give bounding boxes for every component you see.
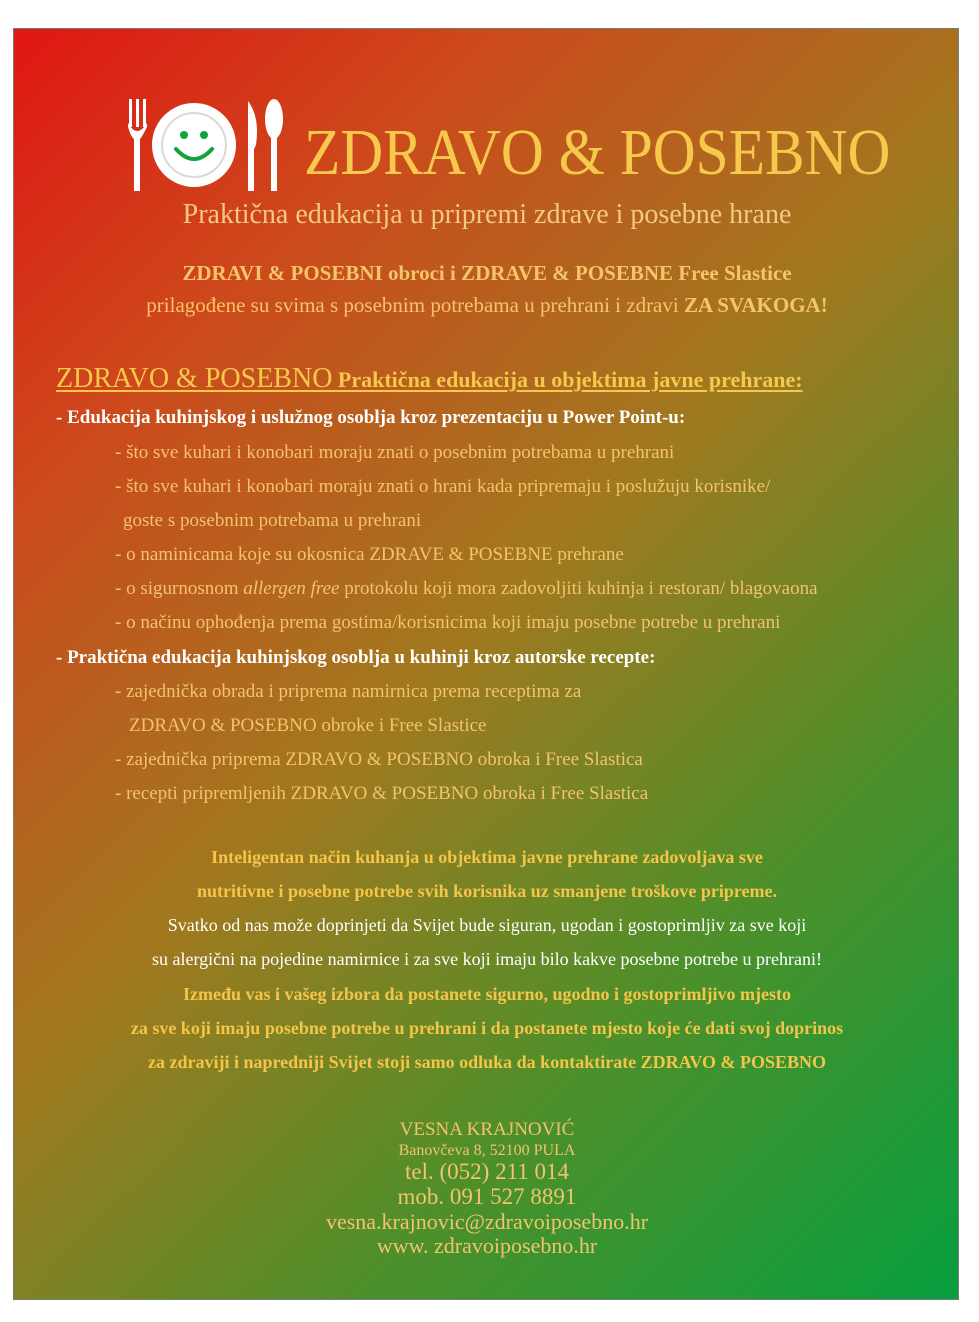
intro-line-1: ZDRAVI & POSEBNI obroci i ZDRAVE & POSEBNE Free Slastice: [182, 261, 792, 285]
list-item: - recepti pripremljenih ZDRAVO & POSEBNO obroka i Free Slastica: [115, 783, 649, 804]
list-item: - zajednička priprema ZDRAVO & POSEBNO obroka i Free Slastica: [115, 749, 643, 770]
knife-icon: [248, 101, 257, 191]
contact-mobile: mob. 091 527 8891: [397, 1184, 577, 1209]
fork-icon: [128, 99, 147, 191]
allergen-suffix: protokolu koji mora zadovoljiti kuhinja i restoran/ blagovaona: [339, 578, 818, 599]
section-heading: [56, 363, 803, 395]
contact-phone: tel. (052) 211 014: [405, 1159, 569, 1184]
poster: [13, 28, 959, 1300]
allergen-italic: allergen free: [243, 578, 340, 599]
smiley-plate-icon: [152, 103, 236, 187]
spoon-icon: [265, 99, 283, 191]
intro-line-2-emphasis: ZA SVAKOGA!: [683, 293, 828, 317]
list-item: ZDRAVO & POSEBNO obroke i Free Slastice: [129, 715, 487, 736]
closing-p3-line3: za zdraviji i napredniji Svijet stoji samo odluka da kontaktirate ZDRAVO & POSEBNO: [147, 1052, 827, 1072]
contact-email-link[interactable]: vesna.krajnovic@zdravoiposebno.hr: [325, 1209, 649, 1234]
closing-p2-line2: su alergični na pojedine namirnice i za sve koji imaju bilo kakve posebne potrebe u prehrani!: [152, 949, 822, 969]
intro-line-2: [14, 293, 960, 318]
list-item-allergen: [115, 578, 818, 600]
list-item: - što sve kuhari i konobari moraju znati o posebnim potrebama u prehrani: [115, 442, 675, 463]
education1-header: - Edukacija kuhinjskog i uslužnog osoblja kroz prezentaciju u Power Point-u:: [56, 407, 686, 428]
section-heading-text: Praktična edukacija u objektima javne prehrane:: [332, 367, 803, 392]
brand-subtitle: Praktična edukacija u pripremi zdrave i posebne hrane: [182, 199, 792, 230]
list-item: - zajednička obrada i priprema namirnica prema receptima za: [115, 681, 582, 702]
closing-p3-line1: Između vas i vašeg izbora da postanete sigurno, ugodno i gostoprimljivo mjesto: [182, 984, 791, 1004]
section-heading-brand: ZDRAVO & POSEBNO: [56, 363, 333, 394]
list-item: goste s posebnim potrebama u prehrani: [123, 510, 422, 531]
contact-address: Banovčeva 8, 52100 PULA: [398, 1142, 576, 1159]
closing-p1-line1: Inteligentan način kuhanja u objektima javne prehrane zadovoljava sve: [211, 847, 763, 867]
logo: [126, 97, 891, 197]
intro-line-2-text: prilagođene su svima s posebnim potrebama u prehrani i zdravi: [146, 293, 684, 317]
list-item: - o načinu ophođenja prema gostima/korisnicima koji imaju posebne potrebe u prehrani: [115, 612, 781, 633]
list-item: - što sve kuhari i konobari moraju znati o hrani kada pripremaju i poslužuju korisnike/: [115, 476, 771, 497]
logo-graphic: [126, 97, 296, 197]
allergen-prefix: - o sigurnosnom: [115, 578, 244, 599]
education2-header: - Praktična edukacija kuhinjskog osoblja u kuhinji kroz autorske recepte:: [56, 647, 656, 668]
closing-p2-line1: Svatko od nas može doprinjeti da Svijet bude siguran, ugodan i gostoprimljiv za sve koji: [167, 915, 807, 935]
contact-name: VESNA KRAJNOVIĆ: [399, 1119, 575, 1140]
closing-p3-line2: za sve koji imaju posebne potrebe u prehrani i da postanete mjesto koje će dati svoj doprinos: [130, 1018, 844, 1038]
list-item: - o naminicama koje su okosnica ZDRAVE & POSEBNE prehrane: [115, 544, 624, 565]
closing-p1-line2: nutritivne i posebne potrebe svih korisnika uz smanjene troškove pripreme.: [196, 881, 778, 901]
contact-website-link[interactable]: www. zdravoiposebno.hr: [376, 1233, 598, 1258]
brand-title: ZDRAVO & POSEBNO: [304, 116, 891, 189]
